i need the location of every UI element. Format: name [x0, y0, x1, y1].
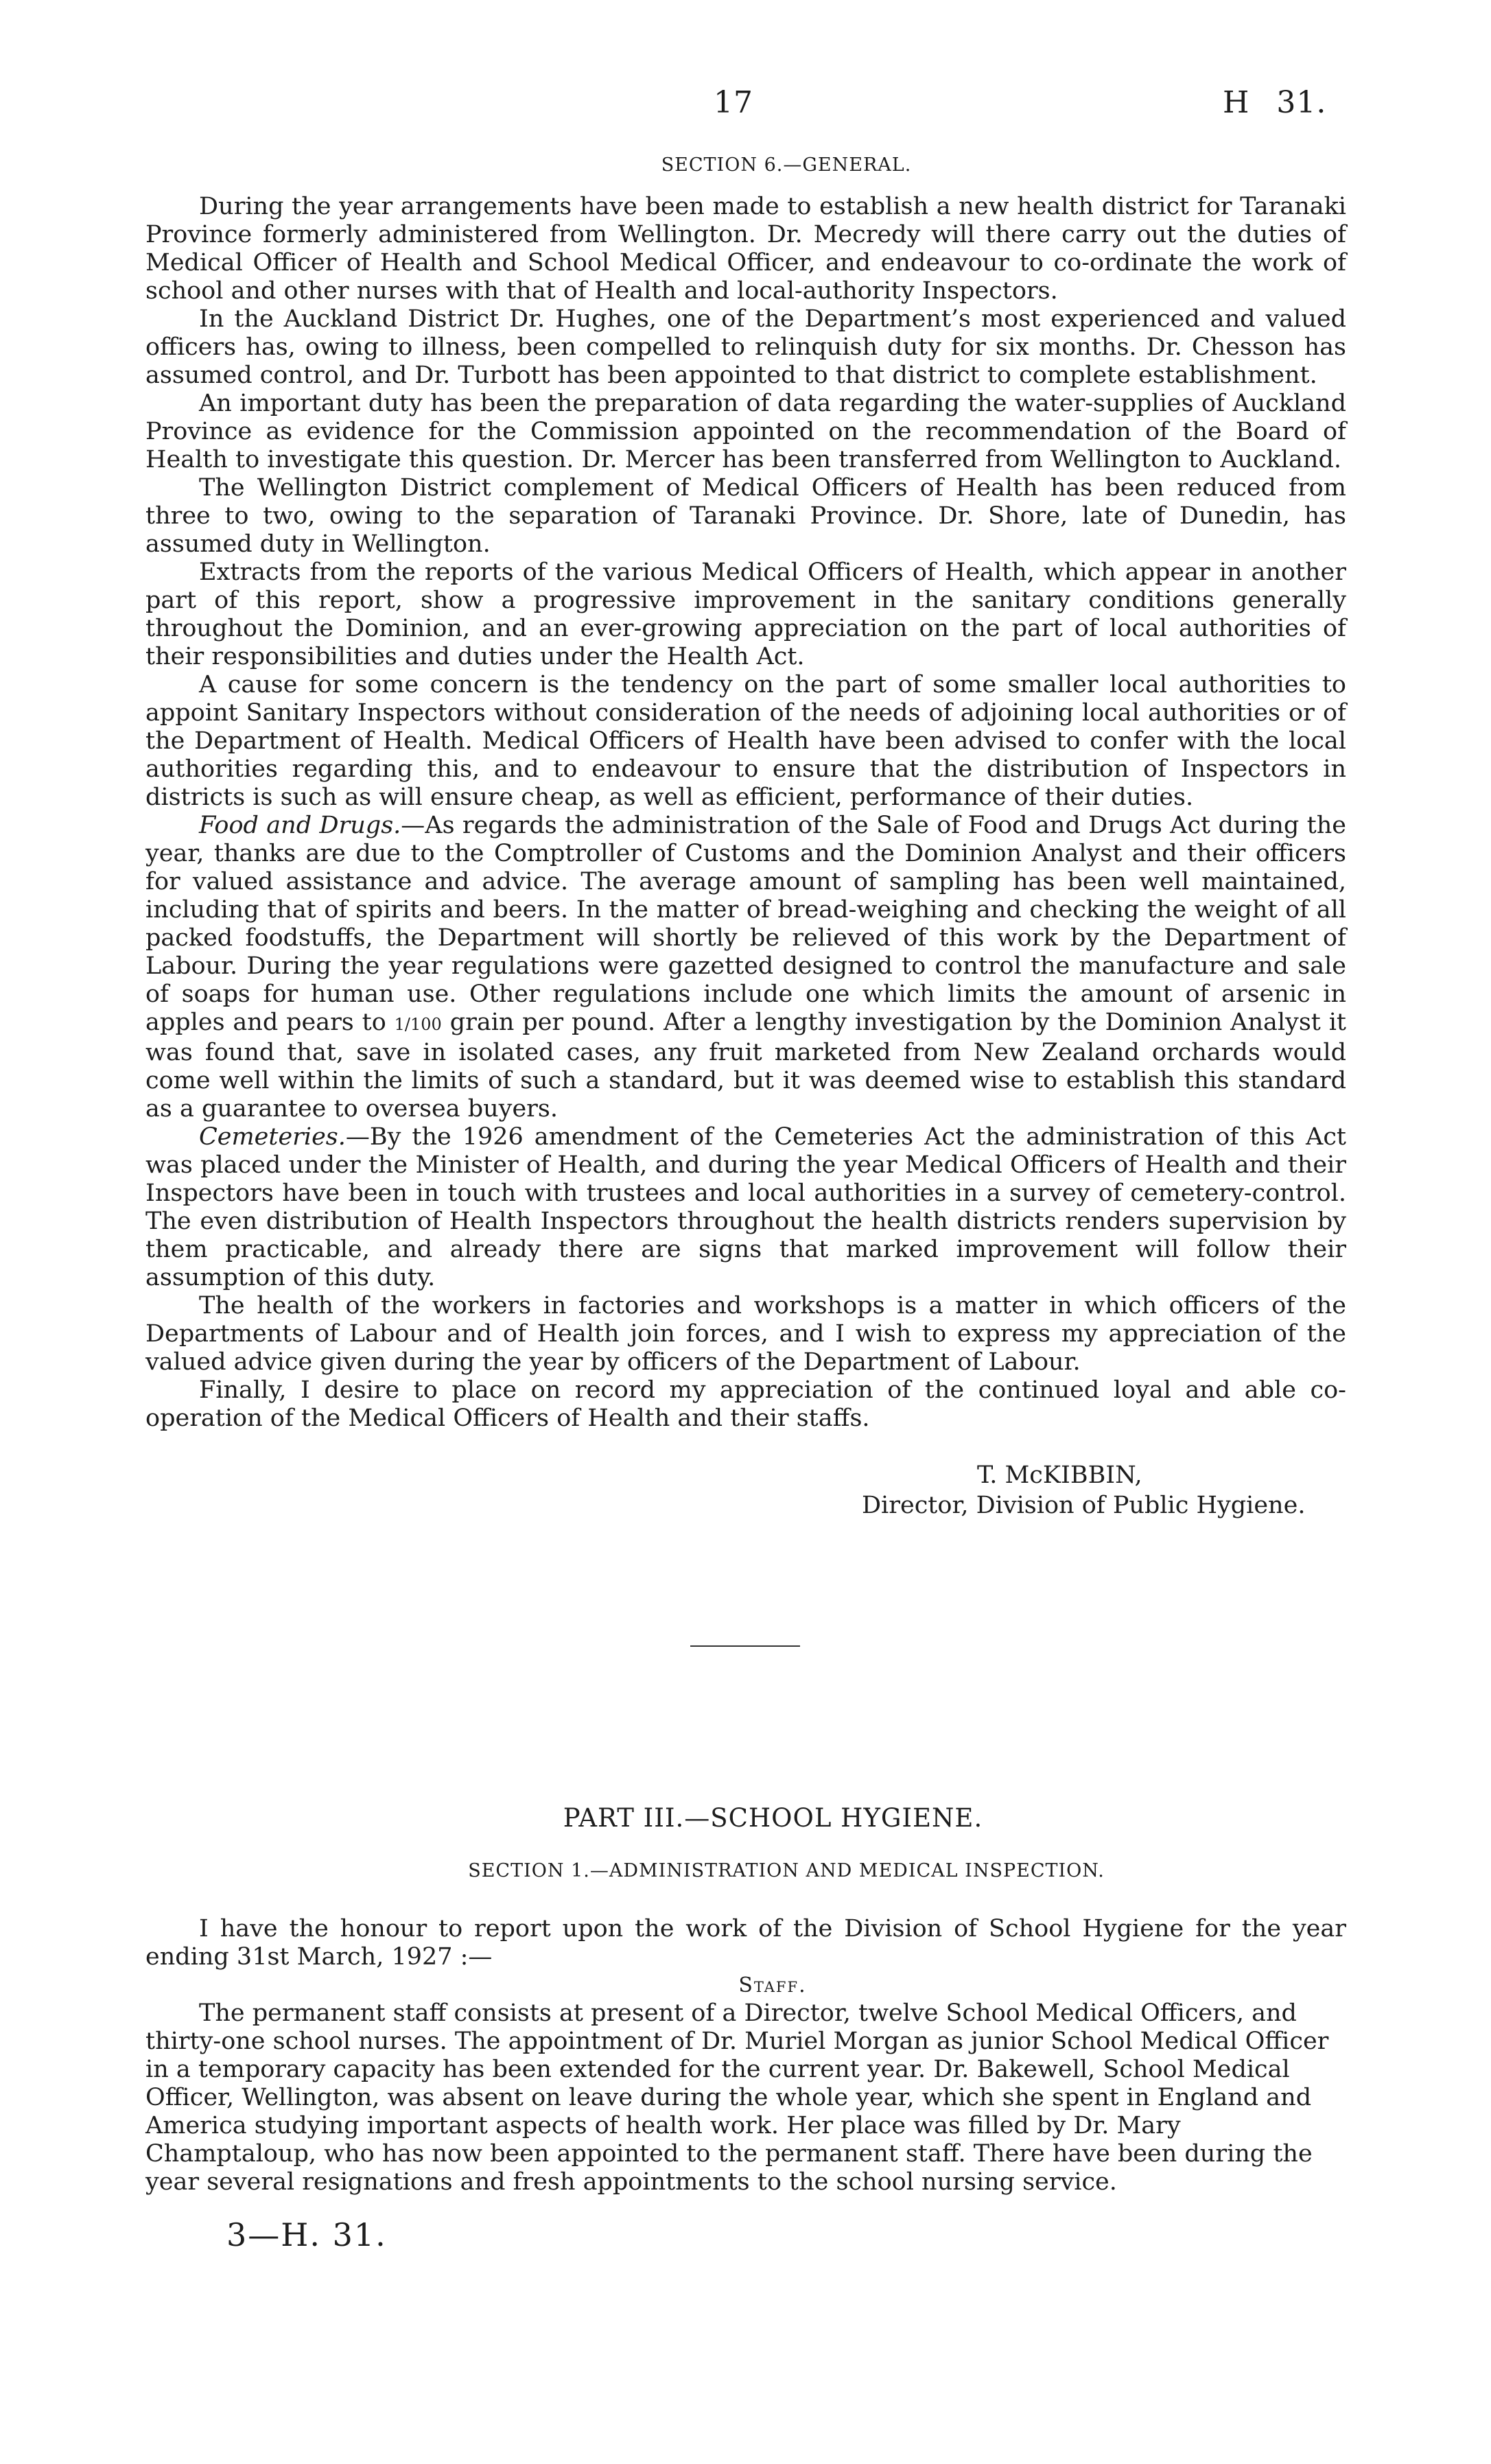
paragraph: Finally, I desire to place on record my appreciation of the continued loyal and able co-operation of the Medical Officers of Health and their staffs.	[145, 1376, 1346, 1432]
cemeteries-paragraph	[145, 1123, 1346, 1292]
school-hygiene-section	[145, 1857, 1346, 2255]
cemeteries-heading: Cemeteries.	[199, 1123, 346, 1151]
general-section	[145, 151, 1346, 1433]
food-and-drugs-paragraph	[145, 812, 1346, 1123]
footer-mark: 3—H. 31.	[226, 2216, 387, 2253]
staff-heading: Staff.	[738, 1973, 807, 1997]
paragraph: The health of the workers in factories and workshops is a matter in which officers of the Departments of Labour and of Health join forces, and I wish to express my appreciation of the valued advice given during the year by officers of the Department of Labour.	[145, 1292, 1346, 1376]
signature-title: Director, Division of Public Hygiene.	[862, 1492, 1306, 1519]
paragraph: An important duty has been the preparation of data regarding the water-supplies of Auckland Province as evidence for the Commission appointed on the recommendation of the Board of Health to investigate this question. Dr. Mercer has been transferred from Wellington to Auckland.	[145, 390, 1346, 473]
page-number: 17	[714, 85, 753, 120]
paragraph: Extracts from the reports of the various Medical Officers of Health, which appear in another part of this report, show a progressive improvement in the sanitary conditions generally throughout the Dominion, and an ever-growing appreciation on the part of local authorities of their responsibilities and duties under the Health Act.	[145, 559, 1346, 670]
section-divider	[690, 1645, 800, 1647]
page-header	[0, 85, 1491, 133]
series-mark: H 31.	[1223, 85, 1327, 120]
paragraph: A cause for some concern is the tendency on the part of some smaller local authorities to appoint Sanitary Inspectors without consideration of the needs of adjoining local authorities or of the Department of Health. Medical Officers of Health have been advised to confer with the local authorities regarding this, and to endeavour to ensure that the distribution of Inspectors in districts is such as will ensure cheap, as well as efficient, performance of their duties.	[145, 671, 1346, 811]
part-title	[0, 1803, 1491, 1833]
food-text-continued: grain per pound. After a lengthy investigation by the Dominion Analyst it was found that, save in isolated cases, any fruit marketed from New Zealand orchards would come well within the limits of such a standard, but it was deemed wise to establish this standard as a guarantee to oversea buyers.	[145, 1009, 1346, 1123]
paragraph: During the year arrangements have been made to establish a new health district for Taranaki Province formerly administered from Wellington. Dr. Mecredy will there carry out the duties of Medical Officer of Health and School Medical Officer, and endeavour to co-ordinate the work of school and other nurses with that of Health and local-authority Inspectors.	[145, 193, 1346, 305]
food-and-drugs-heading: Food and Drugs.	[199, 812, 401, 839]
food-text: —As regards the administration of the Sale of Food and Drugs Act during the year, thanks are due to the Comptroller of Customs and the Dominion Analyst and their officers for valued assistance and advice. The average amount of sampling has been well maintained, including that of spirits and beers. In the matter of bread-weighing and checking the weight of all packed foodstuffs, the Department will shortly be relieved of this work by the Department of Labour. During the year regulations were gazetted designed to control the manufacture and sale of soaps for human use. Other regulations include one which limits the amount of arsenic in apples and pears to	[145, 812, 1346, 1036]
paragraph: In the Auckland District Dr. Hughes, one of the Department’s most experienced and valued officers has, owing to illness, been compelled to relinquish duty for six months. Dr. Chesson has assumed control, and Dr. Turbott has been appointed to that district to complete establishment.	[145, 305, 1346, 389]
part-title-text: PART III.—SCHOOL HYGIENE.	[563, 1803, 983, 1833]
cemeteries-text: —By the 1926 amendment of the Cemeteries Act the administration of this Act was placed under the Minister of Health, and during the year Medical Officers of Health and their Inspectors have been in touch with trustees and local authorities in a survey of cemetery-control. The even distribution of Health Inspectors throughout the health districts renders supervision by them practicable, and already there are signs that marked improvement will follow their assumption of this duty.	[145, 1123, 1346, 1291]
arsenic-fraction: 1/100	[394, 1015, 442, 1034]
intro-paragraph: I have the honour to report upon the work of the Division of School Hygiene for the year ending 31st March, 1927 :—	[145, 1915, 1346, 1971]
section-title: SECTION 6.—GENERAL.	[661, 154, 912, 176]
paragraph: The Wellington District complement of Medical Officers of Health has been reduced from three to two, owing to the separation of Taranaki Province. Dr. Shore, late of Dunedin, has assumed duty in Wellington.	[145, 474, 1346, 558]
signature-name: T. McKIBBIN,	[977, 1462, 1142, 1489]
staff-paragraph: The permanent staff consists at present of a Director, twelve School Medical Officers, and thirty-one school nurses. The appointment of Dr. Muriel Morgan as junior School Medical Officer in a temporary capacity has been extended for the current year. Dr. Bakewell, School Medical Officer, Wellington, was absent on leave during the whole year, which she spent in England and America studying important aspects of health work. Her place was filled by Dr. Mary Champtaloup, who has now been appointed to the permanent staff. There have been during the year several resignations and fresh appointments to the school nursing service.	[145, 1999, 1329, 2196]
section-title: SECTION 1.—ADMINISTRATION AND MEDICAL INSPECTION.	[468, 1860, 1105, 1881]
